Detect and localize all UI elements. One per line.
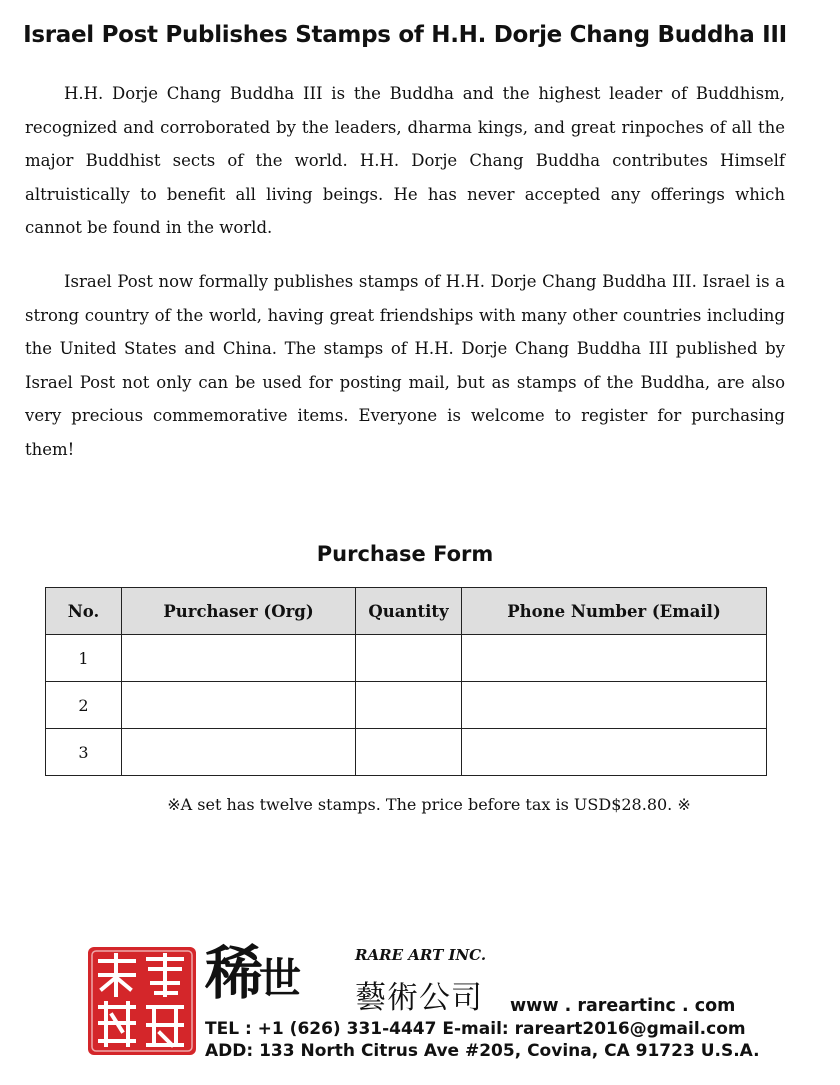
company-chinese-logotype xyxy=(205,938,297,1014)
announcement-paragraph: Israel Post now formally publishes stamps of H.H. Dorje Chang Buddha III. Israel is a strong country of the world, having great friendships with many other countries including the United States and China. The stamps of H.H. Dorje Chang Buddha III published by Israel Post not only can be used for posting mail, but as stamps of the Buddha, are also very precious commemorative items. Everyone is welcome to register for purchasing them! xyxy=(25,272,785,459)
purchase-form-table xyxy=(45,587,767,776)
table-row xyxy=(46,635,767,682)
logo-char-2: 世 xyxy=(259,954,298,1003)
contact-phone-email: TEL : +1 (626) 331-4447 E-mail: rareart2016@gmail.com xyxy=(205,1019,746,1039)
website-link[interactable]: www . rareartinc . com xyxy=(510,996,736,1016)
logo-char-1: 稀 xyxy=(205,939,260,1007)
header-purchaser: Purchaser (Org) xyxy=(122,588,356,635)
purchase-form-title: Purchase Form xyxy=(316,542,494,566)
header-quantity: Quantity xyxy=(356,588,462,635)
row-number: 1 xyxy=(46,635,122,682)
intro-paragraph: H.H. Dorje Chang Buddha III is the Buddha and the highest leader of Buddhism, recognized and corroborated by the leaders, dharma kings, and great rinpoches of all the major Buddhist sects of the world. H.H. Dorje Chang Buddha contributes Himself altruistically to benefit all living beings. He has never accepted any offerings which cannot be found in the world. xyxy=(25,84,785,237)
table-row xyxy=(46,682,767,729)
phone-email-cell[interactable] xyxy=(462,635,767,682)
quantity-cell[interactable] xyxy=(356,729,462,776)
quantity-cell[interactable] xyxy=(356,682,462,729)
table-header-row xyxy=(46,588,767,635)
table-row xyxy=(46,729,767,776)
purchaser-cell[interactable] xyxy=(122,682,356,729)
header-phone-email: Phone Number (Email) xyxy=(462,588,767,635)
price-note: ※A set has twelve stamps. The price before tax is USD$28.80. ※ xyxy=(167,795,691,814)
page-title: Israel Post Publishes Stamps of H.H. Dorje Chang Buddha III xyxy=(23,22,787,48)
company-chinese-subtitle: 藝術公司 xyxy=(355,980,483,1016)
header-no: No. xyxy=(46,588,122,635)
quantity-cell[interactable] xyxy=(356,635,462,682)
row-number: 2 xyxy=(46,682,122,729)
phone-email-cell[interactable] xyxy=(462,682,767,729)
purchaser-cell[interactable] xyxy=(122,729,356,776)
purchaser-cell[interactable] xyxy=(122,635,356,682)
phone-email-cell[interactable] xyxy=(462,729,767,776)
company-seal-logo xyxy=(86,945,198,1057)
row-number: 3 xyxy=(46,729,122,776)
company-english-name: RARE ART INC. xyxy=(355,946,487,964)
contact-address: ADD: 133 North Citrus Ave #205, Covina, CA 91723 U.S.A. xyxy=(205,1041,760,1061)
